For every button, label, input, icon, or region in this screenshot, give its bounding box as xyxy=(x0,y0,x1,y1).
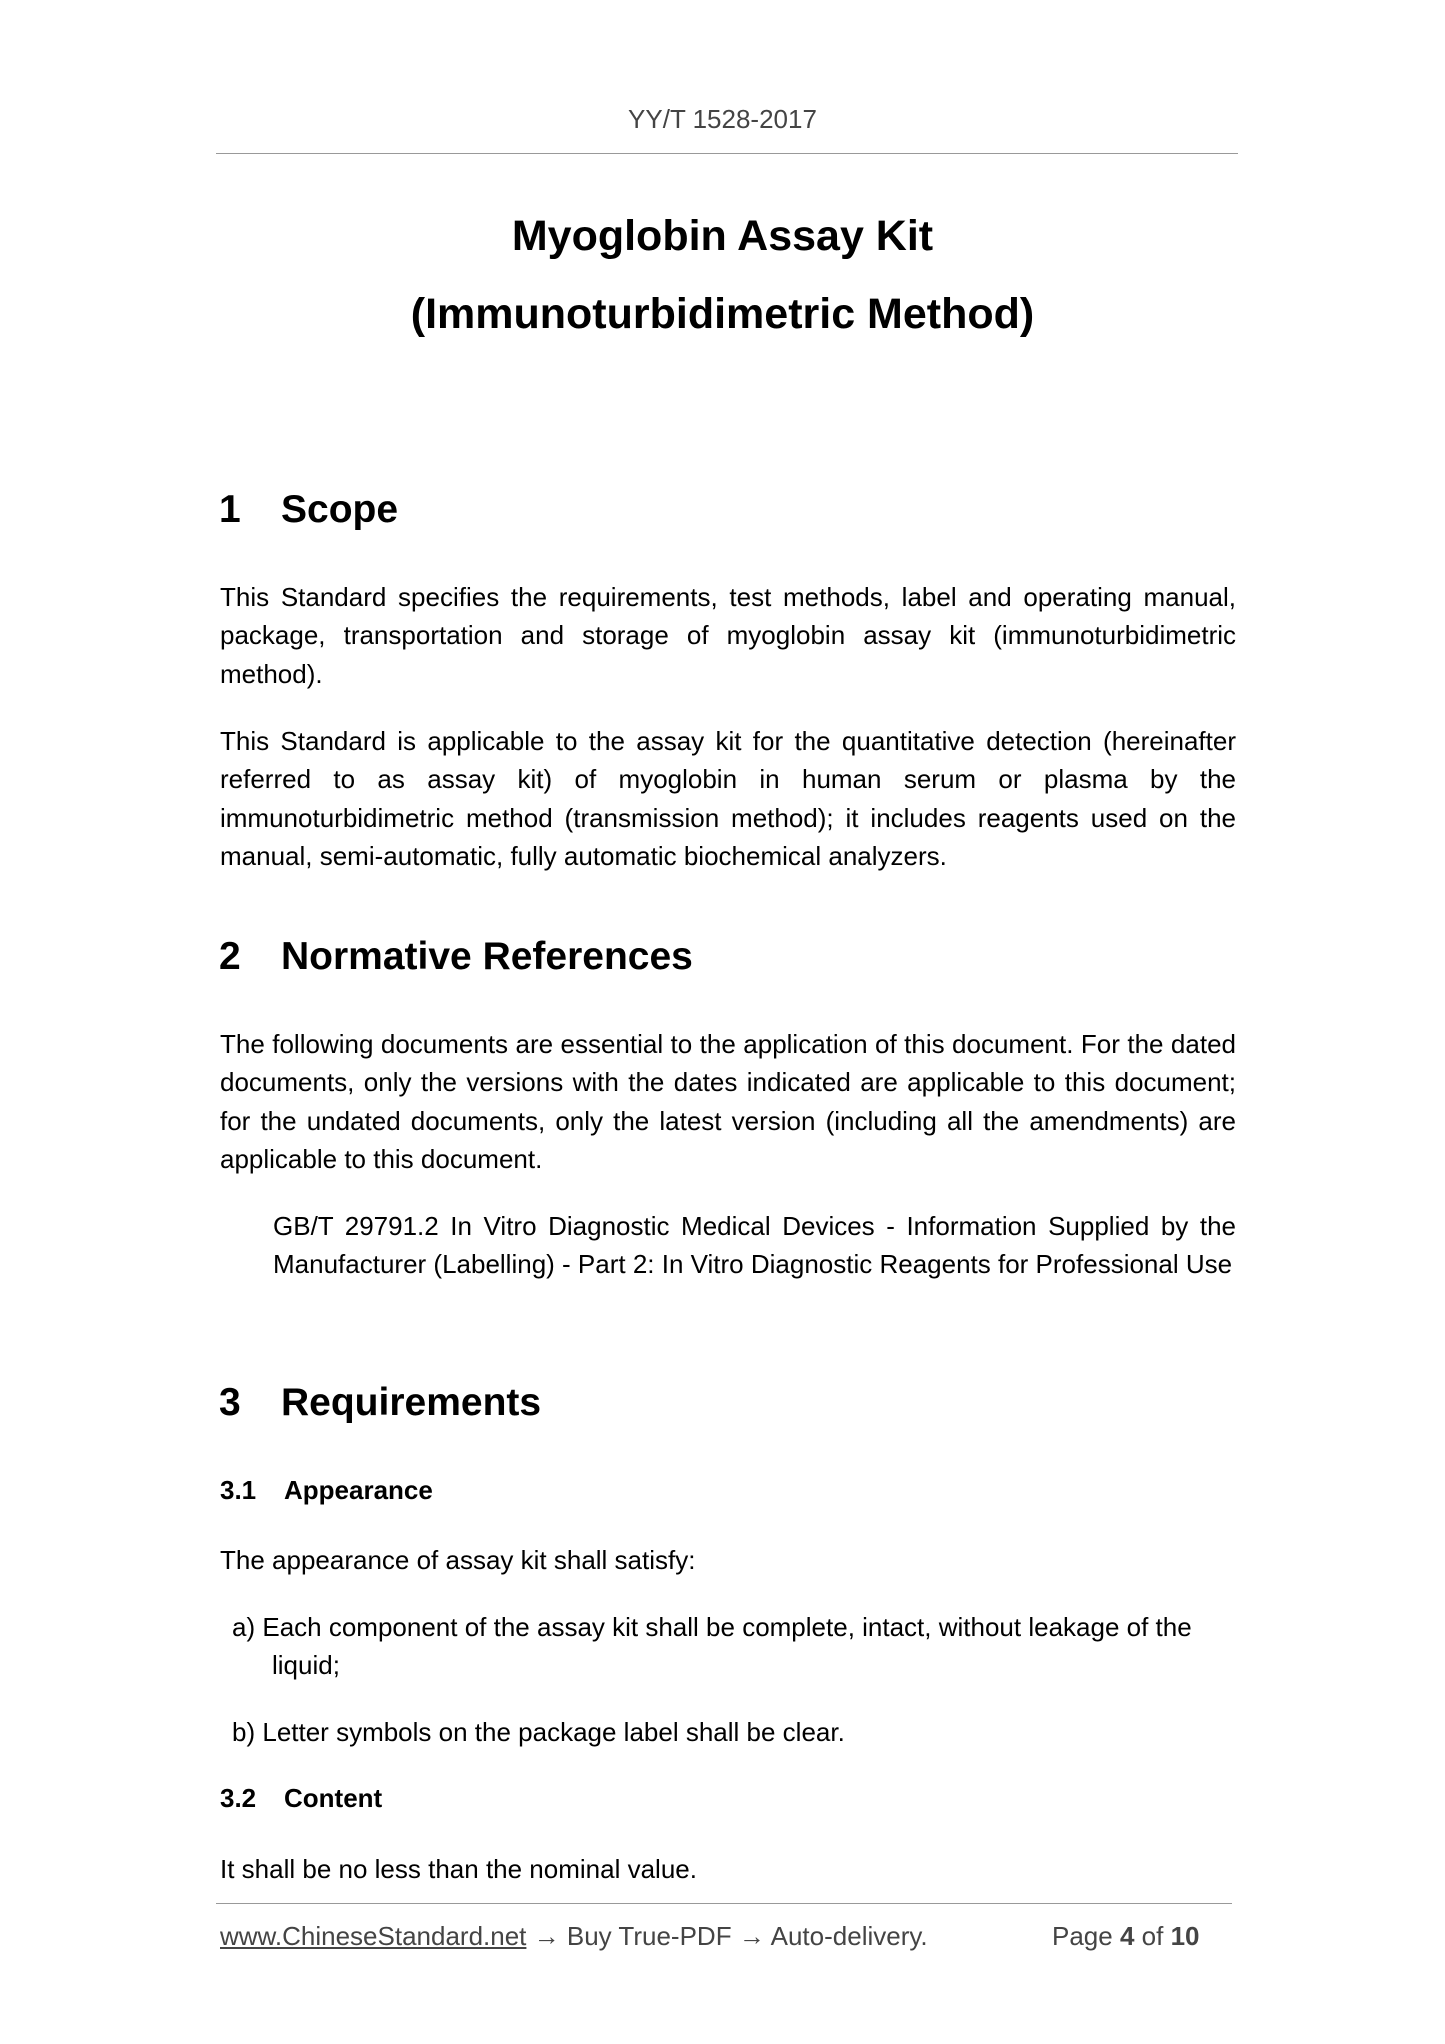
document-title: Myoglobin Assay Kit xyxy=(511,212,934,260)
section-title: Normative References xyxy=(281,935,693,978)
list-item-a-continuation: liquid; xyxy=(272,1650,340,1680)
footer-promo xyxy=(220,1921,928,1952)
footer-buy-text: Buy True-PDF xyxy=(566,1921,732,1951)
footer-delivery-text: Auto-delivery. xyxy=(770,1921,928,1951)
section-heading-scope xyxy=(219,488,398,532)
subsection-number: 3.1 xyxy=(220,1475,257,1505)
list-item-text: Each component of the assay kit shall be complete, intact, without leakage of the xyxy=(262,1612,1192,1642)
section-number: 3 xyxy=(219,1381,241,1424)
normative-reference-item: GB/T 29791.2 In Vitro Diagnostic Medical Devices - Information Supplied by the Manufacturer (Labelling) - Part 2: In Vitro Diagnostic Reagents for Professional Use xyxy=(273,1211,1236,1280)
arrow-right-icon: → xyxy=(738,1921,765,1951)
list-marker: a) xyxy=(232,1612,256,1642)
section-heading-requirements xyxy=(219,1381,541,1425)
list-item-a xyxy=(232,1608,1236,1646)
list-item-text: Letter symbols on the package label shall be clear. xyxy=(262,1717,845,1747)
website-link[interactable]: www.ChineseStandard.net xyxy=(220,1921,527,1951)
subsection-title: Content xyxy=(284,1783,383,1813)
paragraph: This Standard specifies the requirements, test methods, label and operating manual, package, transportation and storage of myoglobin assay kit (immunoturbidimetric method). xyxy=(220,582,1236,689)
header-divider xyxy=(216,153,1238,154)
list-marker: b) xyxy=(232,1717,256,1747)
list-item-b xyxy=(232,1713,1236,1751)
arrow-right-icon: → xyxy=(533,1921,560,1951)
paragraph: It shall be no less than the nominal value. xyxy=(220,1854,697,1884)
subsection-heading-content xyxy=(220,1783,382,1814)
footer-divider xyxy=(216,1903,1232,1904)
paragraph: The appearance of assay kit shall satisfy: xyxy=(220,1545,696,1575)
page-indicator xyxy=(1052,1921,1200,1952)
document-subtitle: (Immunoturbidimetric Method) xyxy=(410,290,1035,338)
paragraph: The following documents are essential to the application of this document. For the dated documents, only the versions with the dates indicated are applicable to this document; for the undated documents, only the latest version (including all the amendments) are applicable to this document. xyxy=(220,1029,1236,1174)
subsection-heading-appearance xyxy=(220,1475,433,1506)
subsection-title: Appearance xyxy=(284,1475,433,1505)
page-number: 4 xyxy=(1119,1921,1135,1951)
section-title: Requirements xyxy=(281,1381,542,1424)
standard-code: YY/T 1528-2017 xyxy=(628,104,817,134)
section-heading-normative-references xyxy=(219,935,693,979)
page-label: Page xyxy=(1052,1921,1113,1951)
paragraph: This Standard is applicable to the assay kit for the quantitative detection (hereinafter referred to as assay kit) of myoglobin in human serum or plasma by the immunoturbidimetric method (transmission method); it includes reagents used on the manual, semi-automatic, fully automatic biochemical analyzers. xyxy=(220,726,1236,871)
of-label: of xyxy=(1141,1921,1164,1951)
section-number: 1 xyxy=(219,488,241,531)
page-total: 10 xyxy=(1170,1921,1200,1951)
subsection-number: 3.2 xyxy=(220,1783,257,1813)
section-title: Scope xyxy=(281,488,399,531)
section-number: 2 xyxy=(219,935,241,978)
